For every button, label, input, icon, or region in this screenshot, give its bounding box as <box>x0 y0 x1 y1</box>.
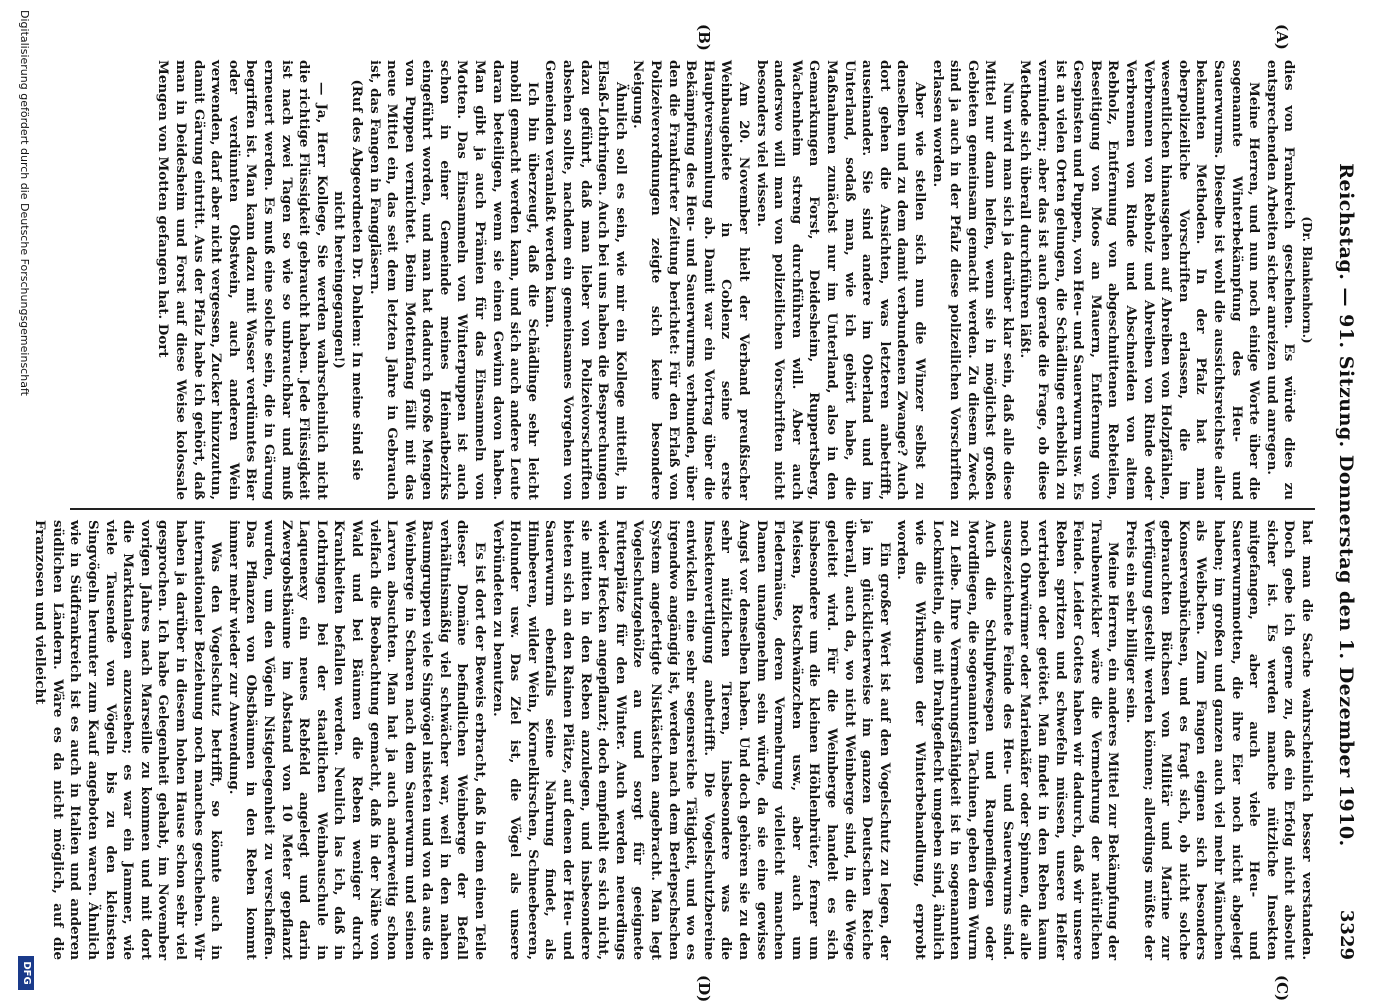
digitization-credit: Digitalisierung gefördert durch die Deutsche Forschungsgemeinschaft <box>18 10 31 396</box>
margin-marker-a: (A) <box>1273 24 1291 50</box>
paragraph: Meine Herren, ein anderes Mittel zur Bekämpfung der Traubenwickler wäre die Vermehrung der natürlichen Feinde. Leider Gottes haben wir dadurch, daß wir unsere Reben spritzen und schwefeln müssen, unsere Helfer vertrieben oder getötet. Man findet in den Reben kaum noch Ohrwürmer oder Marienkäfer oder Spinnen, die alle ausgezeichnete Feinde des Heu- und Sauerwurms sind. Auch die Schlupfwespen und Raupenfliegen oder Mordfliegen, die sogenannten Tachinen, geben dem Wurm zu Leibe. Ihre Vermehrungsfähigkeit ist in sogenannten Lockmitteln, die mit Drahtgeflecht umgeben sind, ähnlich wie die Wirkungen der Winterbehandlung, erprobt worden. <box>894 520 1122 960</box>
left-column <box>70 60 1315 500</box>
page-footer <box>14 0 34 1000</box>
page-number: 3329 <box>1336 909 1357 960</box>
page-header <box>1323 40 1363 970</box>
paragraph: Ich bin überzeugt, daß die Schädlinge sehr leicht mobil gemacht werden kann, und sich auch andere Leute daran beteiligen, wenn sie einen Gewinn davon haben. Man gibt ja auch Prämien für das Einsammeln von Motten. Das Einsammeln von Winterpuppen ist auch schon in einer Gemeinde meines Heimatbezirks eingeführt worden, und man hat dadurch große Mengen von Puppen vernichtet. Beim Mottenfang fällt mit das neue Mittel ein, das seit dem letzten Jahre in Gebrauch ist, das Fangen in Fanggläsern. <box>366 60 541 500</box>
interjection: (Ruf des Abgeordneten Dr. Dahlem: In meine sind sie nicht hereingegangen!) <box>331 79 365 481</box>
speaker-label: (Dr. Blankenhorn.) <box>1300 216 1314 344</box>
paragraph: hat man die Sache wahrscheinlich besser verstanden. Doch gebe ich gerne zu, daß ein Erfolg nicht absolut sicher ist. Es werden manche nützliche Insekten mitgefangen, aber auch viele Heu- und Sauerwurmmotten, die ihre Eier noch nicht abgelegt haben; im großen und ganzen auch viel mehr Männchen als Weibchen. Zum Fangen eignen sich besonders Konservenbüchsen, und es fragt sich, ob nicht solche gebrauchten Büchsen von Militär und Marine zur Verfügung gestellt werden können; allerdings müßte der Preis ein sehr billiger sein. <box>1123 520 1315 960</box>
margin-marker-c: (C) <box>1273 975 1291 1002</box>
page-title: Reichstag. — 91. Sitzung. Donnerstag den 1. Dezember 1910. <box>1335 163 1357 847</box>
paragraph: Was den Vogelschutz betrifft, so könnte auch in internationaler Beziehung noch manches geschehen. Wir haben ja darüber in diesem hohen Hause schon sehr viel gesprochen. Ich habe Gelegenheit gehabt, im November vorigen Jahres nach Marseille zu kommen und mit dort die Marktanlagen anzusehen; es war ein Jammer, wie viele Tausende von Vögeln bis zu den kleinsten Singvögeln herunter zum Kauf angeboten waren. Ähnlich wie in Südfrankreich ist es auch in Italien und anderen südlichen Ländern. Wäre es da nicht möglich, auf die Franzosen und vielleicht <box>32 520 225 960</box>
paragraph: dies von Frankreich geschehen. Es würde dies zu entsprechenden Arbeiten sicher anreizen und anregen. <box>1263 60 1298 500</box>
paragraph: Meine Herren, und nun noch einige Worte über die sogenannte Winterbekämpfung des Heu- und Sauerwurms. Dieselbe ist wohl die aussichtsreichste aller bekannten Methoden. In der Pfalz hat man oberpolizeiliche Vorschriften erlassen, die im wesentlichen hinausgehen auf Abreiben von Holzpfählen, Verbrennen von Rebholz und Abreiben von Rinde oder Verbrennen von Rinde und Abschneiden von altem Rebholz, Entfernung von abgeschnittenen Rebteilen, Beseitigung von Moos an Mauern, Entfernung von Gespinsten und Puppen, von Heu- und Sauerwurm usw. Es ist an vielen Orten gelungen, die Schädlinge erheblich zu vermindern; aber das ist auch gerade die Frage, ob diese Methode sich überall durchführen läßt. <box>1017 60 1263 500</box>
paragraph: Es ist dort der Beweis erbracht, daß in dem einen Teile dieser Domäne befindlichen Weinberge der Befall verhältnismäßig viel schwächer war, weil in den nahen Baumgruppen viele Singvögel nisteten und von da aus die Weinberge in Scharen nach dem Sauerwurm und seinen Larven absuchten. Man hat ja auch anderweitig schon vielfach die Beobachtung gemacht, daß in der Nähe von Wald und bei Bäumen die Reben weniger durch Krankheiten befallen werden. Neulich las ich, daß in Lothringen bei der staatlichen Weinbauschule in Laquenexy ein neues Rebfeld angelegt und darin Zwergobstbäume im Abstand von 10 Meter gepflanzt wurden, um den Vögeln Nistgelegenheit zu verschaffen. Das Pflanzen von Obstbäumen in den Reben kommt immer mehr wieder zur Anwendung. <box>225 520 489 960</box>
margin-marker-d: (D) <box>695 975 713 1002</box>
paragraph: Nun wird man sich ja darüber klar sein, daß alle diese Mittel nur dann helfen, wenn sie in möglichst großen Gebieten gemeinsam gemacht werden. Zu diesem Zweck sind ja auch in der Pfalz diese polizeilichen Vorschriften erlassen worden. <box>929 60 1016 500</box>
paragraph: Ein großer Wert ist auf den Vogelschutz zu legen, der ja im glücklicherweise im ganzen Deutschen Reiche überall, auch da, wo nicht Weinberge sind, in die Wege geleitet wird. Für die Weinberge handelt es sich insbesondere um die kleinen Höhlenbrüter, ferner um Meisen, Rotschwänzchen usw., aber auch um Fledermäuse, deren Vermehrung vielleicht manchen Damen unangenehm sein würde, da sie eine gewisse Angst vor denselben haben. Und doch gehören sie zu den sehr nützlichen Tieren, insbesondere was die Insektenvertilgung anbetrifft. Die Vogelschutzbereine entwickeln eine sehr segensreiche Tätigkeit, und wo es irgendwo angängig ist, werden nach dem Berlepschschen System angefertigte Nistkästchen angebracht. Man legt Vogelschutzgehölze an und sorgt für geeignete Futterplätze für den Winter. Auch werden neuerdings wieder Hecken angepflanzt; doch empfiehlt es sich nicht, sie mitten in den Reben anzulegen, und insbesondere bieten sich an den Rainen Plätze, auf denen der Heu- und Sauerwurm ebenfalls seine Nahrung findet, als Himbeeren, wilder Wein, Kornelkirschen, Schneebeeren, Holunder usw. Das Ziel ist, die Vögel als unsere Verbündeten zu benutzen. <box>489 520 893 960</box>
paragraph: Aber wie stellen sich nun die Winzer selbst zu denselben und zu dem damit verbundenen Zwange? Auch dort gehen die Ansichten, was letzteren anbetrifft, auseinander. Sie sind andere im Oberland und im Unterland, sodaß man, wie ich gehört habe, die Maßnahmen zunächst nur im Unterland, also in den Gemarkungen Forst, Deidesheim, Ruppertsberg, Wachenheim streng durchführen will. Aber auch anderswo will man von polizeilichen Vorschriften nicht besonders viel wissen. <box>753 60 928 500</box>
paragraph: Ähnlich soll es sein, wie mir ein Kollege mitteilt, in Elsaß-Lothringen. Auch bei uns haben die Besprechungen dazu geführt, daß man lieber von Polizeivorschriften absehen sollte, nachdem ein gemeinsames Vorgehen von Gemeinden veranlaßt werden kann. <box>542 60 629 500</box>
dfg-logo-icon: DFG <box>18 956 34 990</box>
margin-marker-b: (B) <box>695 24 713 51</box>
paragraph: Am 20. November hielt der Verband preußischer Weinbaugebiete in Coblenz seine erste Hauptversammlung ab. Damit war ein Vortrag über die Bekämpfung des Heu- und Sauerwurms verbunden, über den die Frankfurter Zeitung berichtet: Für den Erlaß von Polizeiverordnungen zeigte sich keine besondere Neigung. <box>630 60 752 500</box>
paragraph: — Ja, Herr Kollege, Sie werden wahrscheinlich nicht die richtige Flüssigkeit gebraucht haben. Jede Flüssigkeit ist nach zwei Tagen so wie so unbrauchbar und muß erneuert werden. Es muß eine solche sein, die in Gärung begriffen ist. Man kann dazu mit Wasser verdünntes Bier oder verdünnten Obstwein, auch anderen Wein verwenden, darf aber nicht vergessen, Zucker hinzuzutun, damit Gärung eintritt. Aus der Pfalz habe ich gehört, daß man in Deidesheim und Forst auf diese Weise kolossale Mengen von Motten gefangen hat. Dort <box>155 60 330 500</box>
column-divider <box>70 508 1315 510</box>
right-column <box>32 520 1315 960</box>
